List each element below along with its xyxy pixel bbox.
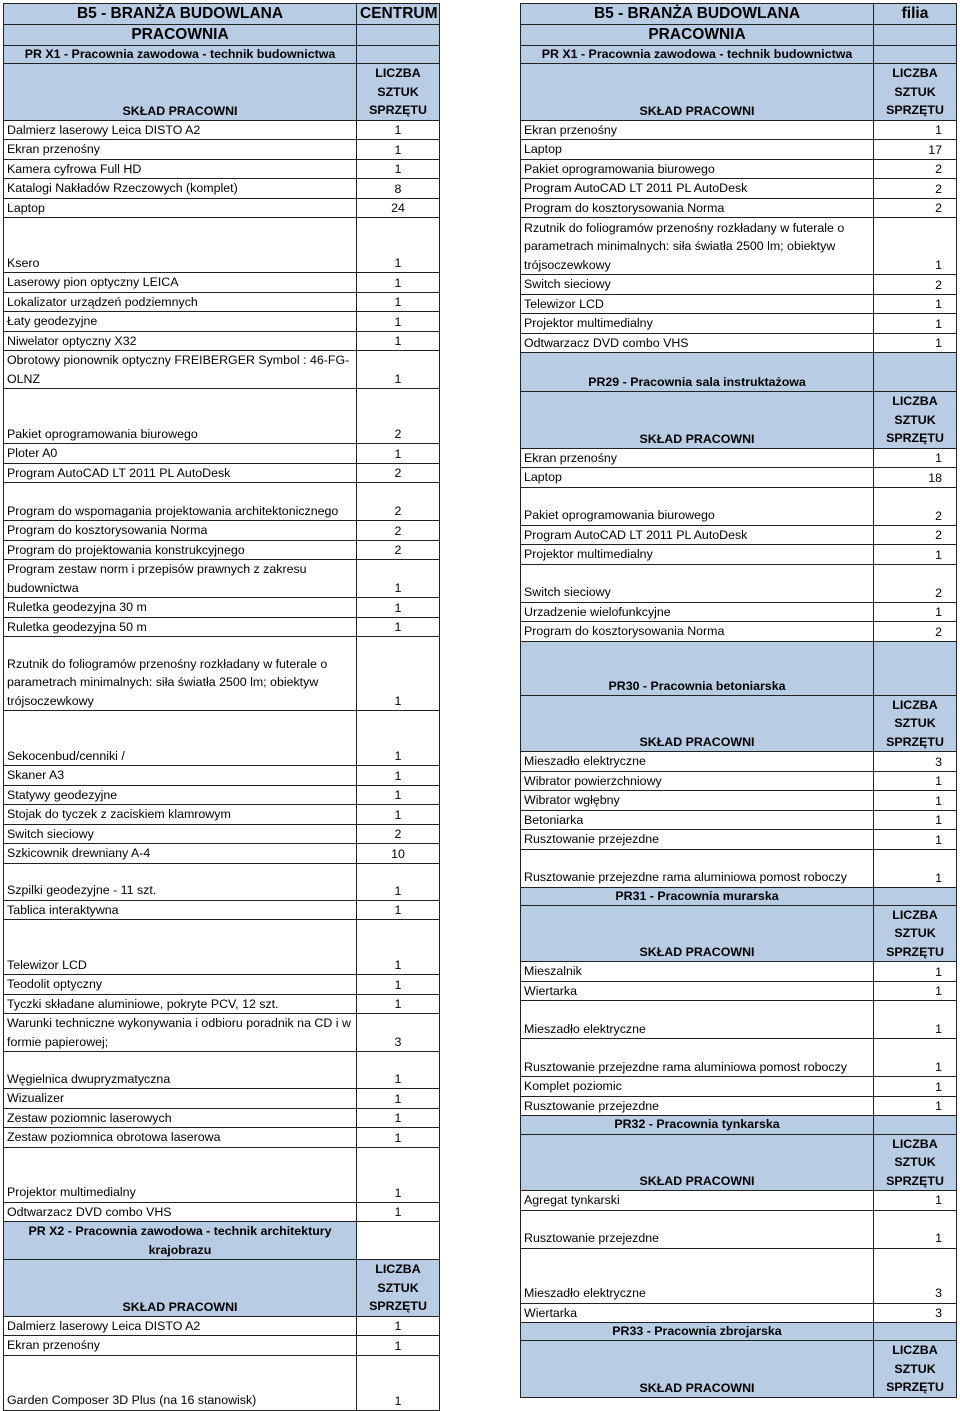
- table-row: [4, 140, 440, 160]
- item-name: Laptop: [521, 468, 874, 488]
- table-row: [4, 844, 440, 864]
- table-row: [4, 560, 440, 598]
- item-quantity: 1: [357, 637, 440, 711]
- item-name: Wiertarka: [521, 1303, 874, 1323]
- table-row: [521, 1303, 957, 1323]
- item-name: Projektor multimedialny: [4, 1147, 357, 1202]
- table-row: [521, 1191, 957, 1211]
- section-row: [521, 1323, 957, 1341]
- table-row: [521, 468, 957, 488]
- table-row: [521, 1039, 957, 1077]
- table-row: [521, 1077, 957, 1097]
- column-header-row: [521, 1341, 957, 1398]
- item-name: Program AutoCAD LT 2011 PL AutoDesk: [4, 463, 357, 483]
- table-row: [4, 637, 440, 711]
- table-row: [521, 962, 957, 982]
- section-title-blank: [357, 46, 440, 64]
- table-row: [521, 752, 957, 772]
- section-row: [521, 1116, 957, 1134]
- item-name: Lokalizator urządzeń podziemnych: [4, 292, 357, 312]
- table-row: [521, 218, 957, 275]
- item-quantity: 2: [874, 525, 957, 545]
- item-quantity: 3: [874, 752, 957, 772]
- item-quantity: 2: [874, 564, 957, 602]
- item-name: Laserowy pion optyczny LEICA: [4, 273, 357, 293]
- item-quantity: 1: [357, 785, 440, 805]
- item-name: Mieszalnik: [521, 962, 874, 982]
- item-name: Skaner A3: [4, 766, 357, 786]
- table-row: [521, 275, 957, 295]
- item-quantity: 1: [874, 314, 957, 334]
- column-header-row: [4, 64, 440, 121]
- subtitle-row: [4, 25, 440, 46]
- section-row: [521, 46, 957, 64]
- item-name: Betoniarka: [521, 810, 874, 830]
- table-row: [4, 292, 440, 312]
- column-header-quantity: LICZBA SZTUK SPRZĘTU: [874, 695, 957, 752]
- item-name: Teodolit optyczny: [4, 975, 357, 995]
- item-name: Telewizor LCD: [4, 920, 357, 975]
- column-header-quantity: LICZBA SZTUK SPRZĘTU: [357, 64, 440, 121]
- item-name: Ekran przenośny: [4, 1336, 357, 1356]
- item-quantity: 1: [874, 849, 957, 887]
- item-name: Mieszadło elektryczne: [521, 752, 874, 772]
- table-row: [4, 179, 440, 199]
- table-row: [4, 920, 440, 975]
- table-row: [521, 771, 957, 791]
- item-name: Program zestaw norm i przepisów prawnych z zakresu budownictwa: [4, 560, 357, 598]
- item-quantity: 1: [357, 805, 440, 825]
- location-label: CENTRUM: [357, 4, 440, 25]
- column-header-quantity: LICZBA SZTUK SPRZĘTU: [874, 392, 957, 449]
- item-quantity: 1: [357, 975, 440, 995]
- item-quantity: 1: [357, 617, 440, 637]
- item-name: Komplet poziomic: [521, 1077, 874, 1097]
- table-row: [4, 1355, 440, 1410]
- subtitle-blank: [357, 25, 440, 46]
- subtitle: PRACOWNIA: [521, 25, 874, 46]
- item-quantity: 1: [357, 140, 440, 160]
- section-title: PR33 - Pracownia zbrojarska: [521, 1323, 874, 1341]
- item-quantity: 1: [357, 1147, 440, 1202]
- item-name: Ekran przenośny: [4, 140, 357, 160]
- item-quantity: 1: [357, 711, 440, 766]
- table-row: [4, 785, 440, 805]
- item-quantity: 1: [357, 920, 440, 975]
- column-header-composition: SKŁAD PRACOWNI: [521, 1134, 874, 1191]
- item-quantity: 8: [357, 179, 440, 199]
- section-row: [521, 641, 957, 695]
- item-name: Pakiet oprogramowania biurowego: [4, 389, 357, 444]
- item-quantity: 1: [874, 962, 957, 982]
- table-row: [521, 448, 957, 468]
- item-name: Warunki techniczne wykonywania i odbioru poradnik na CD i w formie papierowej;: [4, 1014, 357, 1052]
- sheet-title: B5 - BRANŻA BUDOWLANA: [521, 4, 874, 25]
- table-row: [4, 273, 440, 293]
- item-quantity: 10: [357, 844, 440, 864]
- item-quantity: 1: [357, 766, 440, 786]
- item-name: Stojak do tyczek z zaciskiem klamrowym: [4, 805, 357, 825]
- item-name: Ruletka geodezyjna 50 m: [4, 617, 357, 637]
- item-name: Rusztowanie przejezdne: [521, 1096, 874, 1116]
- table-row: [521, 830, 957, 850]
- item-quantity: 1: [874, 1001, 957, 1039]
- section-row: [4, 1222, 440, 1260]
- item-name: Program do wspomagania projektowania architektonicznego: [4, 483, 357, 521]
- item-quantity: 1: [874, 545, 957, 565]
- item-quantity: 1: [357, 1336, 440, 1356]
- table-row: [4, 120, 440, 140]
- item-name: Statywy geodezyjne: [4, 785, 357, 805]
- location-label: filia: [874, 4, 957, 25]
- section-title-blank: [874, 1116, 957, 1134]
- item-name: Niwelator optyczny X32: [4, 331, 357, 351]
- item-name: Katalogi Nakładów Rzeczowych (komplet): [4, 179, 357, 199]
- item-quantity: 2: [357, 483, 440, 521]
- item-quantity: 1: [874, 448, 957, 468]
- item-name: Laptop: [4, 198, 357, 218]
- item-quantity: 24: [357, 198, 440, 218]
- item-name: Telewizor LCD: [521, 294, 874, 314]
- item-name: Wibrator wgłębny: [521, 791, 874, 811]
- column-header-composition: SKŁAD PRACOWNI: [521, 1341, 874, 1398]
- item-quantity: 1: [874, 1210, 957, 1248]
- table-row: [4, 521, 440, 541]
- item-name: Kamera cyfrowa Full HD: [4, 159, 357, 179]
- item-name: Zestaw poziomnica obrotowa laserowa: [4, 1128, 357, 1148]
- item-name: Pakiet oprogramowania biurowego: [521, 159, 874, 179]
- table-row: [4, 1052, 440, 1089]
- table-row: [521, 1001, 957, 1039]
- item-quantity: 1: [874, 120, 957, 140]
- item-name: Switch sieciowy: [521, 564, 874, 602]
- section-title-blank: [874, 353, 957, 392]
- item-name: Wizualizer: [4, 1089, 357, 1109]
- sheet-title: B5 - BRANŻA BUDOWLANA: [4, 4, 357, 25]
- table-row: [521, 487, 957, 525]
- title-row: [521, 4, 957, 25]
- item-quantity: 1: [874, 981, 957, 1001]
- column-header-quantity: LICZBA SZTUK SPRZĘTU: [874, 1134, 957, 1191]
- item-quantity: 1: [357, 994, 440, 1014]
- item-name: Program do projektowania konstrukcyjnego: [4, 540, 357, 560]
- table-row: [521, 1096, 957, 1116]
- table-row: [4, 1108, 440, 1128]
- item-quantity: 1: [874, 791, 957, 811]
- item-quantity: 3: [874, 1303, 957, 1323]
- item-quantity: 1: [357, 1089, 440, 1109]
- table-row: [4, 1147, 440, 1202]
- item-name: Zestaw poziomnic laserowych: [4, 1108, 357, 1128]
- item-name: Switch sieciowy: [4, 824, 357, 844]
- section-title: PR32 - Pracownia tynkarska: [521, 1116, 874, 1134]
- table-row: [521, 791, 957, 811]
- item-quantity: 1: [357, 444, 440, 464]
- section-title: PR30 - Pracownia betoniarska: [521, 641, 874, 695]
- item-name: Rzutnik do foliogramów przenośny rozkładany w futerale o parametrach minimalnych: siła światła 2500 lm; obiektyw trójsoczewkowy: [4, 637, 357, 711]
- item-quantity: 1: [357, 218, 440, 273]
- item-quantity: 1: [874, 294, 957, 314]
- column-header-quantity: LICZBA SZTUK SPRZĘTU: [874, 64, 957, 121]
- item-name: Switch sieciowy: [521, 275, 874, 295]
- item-name: Wiertarka: [521, 981, 874, 1001]
- item-name: Laptop: [521, 140, 874, 160]
- item-name: Odtwarzacz DVD combo VHS: [4, 1202, 357, 1222]
- table-row: [4, 198, 440, 218]
- table-row: [4, 824, 440, 844]
- table-row: [521, 198, 957, 218]
- item-quantity: 1: [357, 292, 440, 312]
- item-name: Mieszadło elektryczne: [521, 1248, 874, 1303]
- item-name: Program AutoCAD LT 2011 PL AutoDesk: [521, 525, 874, 545]
- item-quantity: 1: [874, 602, 957, 622]
- item-quantity: 2: [874, 179, 957, 199]
- table-row: [4, 1128, 440, 1148]
- item-quantity: 2: [357, 540, 440, 560]
- item-quantity: 1: [874, 810, 957, 830]
- item-name: Ruletka geodezyjna 30 m: [4, 598, 357, 618]
- table-row: [521, 179, 957, 199]
- item-name: Program do kosztorysowania Norma: [4, 521, 357, 541]
- section-title: PR X2 - Pracownia zawodowa - technik architektury krajobrazu: [4, 1222, 357, 1260]
- table-row: [4, 540, 440, 560]
- column-header-composition: SKŁAD PRACOWNI: [4, 1260, 357, 1317]
- table-row: [4, 863, 440, 900]
- item-name: Urzadzenie wielofunkcyjne: [521, 602, 874, 622]
- item-name: Ploter A0: [4, 444, 357, 464]
- item-quantity: 2: [874, 198, 957, 218]
- table-row: [521, 1248, 957, 1303]
- item-quantity: 1: [357, 1052, 440, 1089]
- item-name: Szkicownik drewniany A-4: [4, 844, 357, 864]
- item-quantity: 1: [357, 1202, 440, 1222]
- item-name: Rzutnik do foliogramów przenośny rozkładany w futerale o parametrach minimalnych: siła światła 2500 lm; obiektyw trójsoczewkowy: [521, 218, 874, 275]
- table-row: [4, 159, 440, 179]
- item-quantity: 1: [874, 771, 957, 791]
- item-quantity: 1: [874, 1096, 957, 1116]
- table-row: [521, 140, 957, 160]
- column-header-composition: SKŁAD PRACOWNI: [521, 905, 874, 962]
- column-header-quantity: LICZBA SZTUK SPRZĘTU: [874, 905, 957, 962]
- item-quantity: 1: [357, 312, 440, 332]
- filia-equipment-table: [520, 3, 957, 1398]
- item-quantity: 3: [357, 1014, 440, 1052]
- item-quantity: 1: [357, 598, 440, 618]
- column-header-composition: SKŁAD PRACOWNI: [521, 695, 874, 752]
- section-row: [521, 353, 957, 392]
- item-name: Wibrator powierzchniowy: [521, 771, 874, 791]
- item-name: Rusztowanie przejezdne rama aluminiowa pomost roboczy: [521, 1039, 874, 1077]
- item-quantity: 1: [357, 351, 440, 389]
- item-name: Program do kosztorysowania Norma: [521, 198, 874, 218]
- item-name: Pakiet oprogramowania biurowego: [521, 487, 874, 525]
- item-quantity: 1: [357, 863, 440, 900]
- table-row: [521, 981, 957, 1001]
- table-row: [4, 1202, 440, 1222]
- item-quantity: 2: [874, 487, 957, 525]
- item-name: Agregat tynkarski: [521, 1191, 874, 1211]
- table-row: [4, 1336, 440, 1356]
- table-row: [4, 1014, 440, 1052]
- item-name: Dalmierz laserowy Leica DISTO A2: [4, 120, 357, 140]
- item-name: Tablica interaktywna: [4, 900, 357, 920]
- column-header-composition: SKŁAD PRACOWNI: [521, 64, 874, 121]
- table-row: [4, 389, 440, 444]
- section-title-blank: [357, 1222, 440, 1260]
- table-row: [521, 294, 957, 314]
- column-header-quantity: LICZBA SZTUK SPRZĘTU: [357, 1260, 440, 1317]
- item-quantity: 1: [357, 273, 440, 293]
- table-row: [4, 1316, 440, 1336]
- section-title-blank: [874, 46, 957, 64]
- item-name: Projektor multimedialny: [521, 545, 874, 565]
- column-header-row: [521, 64, 957, 121]
- table-row: [521, 159, 957, 179]
- item-quantity: 2: [874, 622, 957, 642]
- item-quantity: 1: [357, 120, 440, 140]
- table-row: [521, 849, 957, 887]
- item-quantity: 2: [357, 521, 440, 541]
- section-row: [4, 46, 440, 64]
- item-name: Odtwarzacz DVD combo VHS: [521, 333, 874, 353]
- section-title: PR X1 - Pracownia zawodowa - technik budownictwa: [4, 46, 357, 64]
- item-name: Ekran przenośny: [521, 120, 874, 140]
- item-quantity: 2: [357, 824, 440, 844]
- item-name: Ekran przenośny: [521, 448, 874, 468]
- section-title: PR31 - Pracownia murarska: [521, 887, 874, 905]
- item-name: Szpilki geodezyjne - 11 szt.: [4, 863, 357, 900]
- item-name: Rusztowanie przejezdne rama aluminiowa pomost roboczy: [521, 849, 874, 887]
- table-row: [4, 1089, 440, 1109]
- item-quantity: 2: [357, 463, 440, 483]
- table-row: [4, 994, 440, 1014]
- item-name: Rusztowanie przejezdne: [521, 830, 874, 850]
- column-header-row: [521, 392, 957, 449]
- table-row: [521, 602, 957, 622]
- table-row: [4, 351, 440, 389]
- item-name: Program AutoCAD LT 2011 PL AutoDesk: [521, 179, 874, 199]
- table-row: [4, 805, 440, 825]
- centrum-equipment-table: [3, 3, 440, 1411]
- item-name: Program do kosztorysowania Norma: [521, 622, 874, 642]
- table-row: [521, 1210, 957, 1248]
- item-quantity: 1: [874, 333, 957, 353]
- table-row: [4, 975, 440, 995]
- column-header-row: [521, 695, 957, 752]
- item-quantity: 2: [357, 389, 440, 444]
- item-quantity: 1: [357, 900, 440, 920]
- item-quantity: 1: [357, 1108, 440, 1128]
- subtitle: PRACOWNIA: [4, 25, 357, 46]
- item-quantity: 1: [357, 560, 440, 598]
- item-quantity: 1: [357, 1316, 440, 1336]
- table-row: [4, 463, 440, 483]
- table-row: [521, 545, 957, 565]
- table-row: [521, 564, 957, 602]
- item-quantity: 1: [357, 331, 440, 351]
- item-name: Rusztowanie przejezdne: [521, 1210, 874, 1248]
- column-header-row: [521, 905, 957, 962]
- column-header-row: [4, 1260, 440, 1317]
- column-header-quantity: LICZBA SZTUK SPRZĘTU: [874, 1341, 957, 1398]
- table-row: [521, 622, 957, 642]
- section-title: PR X1 - Pracownia zawodowa - technik budownictwa: [521, 46, 874, 64]
- item-name: Tyczki składane aluminiowe, pokryte PCV, 12 szt.: [4, 994, 357, 1014]
- section-title-blank: [874, 887, 957, 905]
- table-row: [4, 711, 440, 766]
- table-row: [4, 766, 440, 786]
- section-title-blank: [874, 641, 957, 695]
- item-name: Garden Composer 3D Plus (na 16 stanowisk): [4, 1355, 357, 1410]
- item-name: Węgielnica dwupryzmatyczna: [4, 1052, 357, 1089]
- item-name: Dalmierz laserowy Leica DISTO A2: [4, 1316, 357, 1336]
- table-row: [4, 617, 440, 637]
- item-quantity: 2: [874, 275, 957, 295]
- item-quantity: 1: [357, 1128, 440, 1148]
- section-row: [521, 887, 957, 905]
- item-quantity: 1: [874, 1077, 957, 1097]
- table-row: [4, 312, 440, 332]
- section-title-blank: [874, 1323, 957, 1341]
- table-row: [4, 483, 440, 521]
- item-name: Sekocenbud/cenniki /: [4, 711, 357, 766]
- item-quantity: 1: [874, 1039, 957, 1077]
- item-quantity: 2: [874, 159, 957, 179]
- item-quantity: 3: [874, 1248, 957, 1303]
- item-quantity: 1: [357, 159, 440, 179]
- title-row: [4, 4, 440, 25]
- table-row: [521, 333, 957, 353]
- column-header-composition: SKŁAD PRACOWNI: [4, 64, 357, 121]
- column-header-row: [521, 1134, 957, 1191]
- item-quantity: 17: [874, 140, 957, 160]
- item-quantity: 1: [874, 830, 957, 850]
- table-row: [4, 598, 440, 618]
- table-row: [4, 218, 440, 273]
- subtitle-row: [521, 25, 957, 46]
- item-name: Ksero: [4, 218, 357, 273]
- item-quantity: 18: [874, 468, 957, 488]
- item-quantity: 1: [874, 1191, 957, 1211]
- section-title: PR29 - Pracownia sala instruktażowa: [521, 353, 874, 392]
- table-row: [521, 525, 957, 545]
- item-quantity: 1: [357, 1355, 440, 1410]
- item-name: Projektor multimedialny: [521, 314, 874, 334]
- subtitle-blank: [874, 25, 957, 46]
- table-row: [4, 331, 440, 351]
- table-row: [521, 120, 957, 140]
- item-name: Mieszadło elektryczne: [521, 1001, 874, 1039]
- table-row: [521, 314, 957, 334]
- table-row: [4, 444, 440, 464]
- item-name: Łaty geodezyjne: [4, 312, 357, 332]
- item-name: Obrotowy pionownik optyczny FREIBERGER Symbol : 46-FG-OLNZ: [4, 351, 357, 389]
- table-row: [521, 810, 957, 830]
- item-quantity: 1: [874, 218, 957, 275]
- table-row: [4, 900, 440, 920]
- column-header-composition: SKŁAD PRACOWNI: [521, 392, 874, 449]
